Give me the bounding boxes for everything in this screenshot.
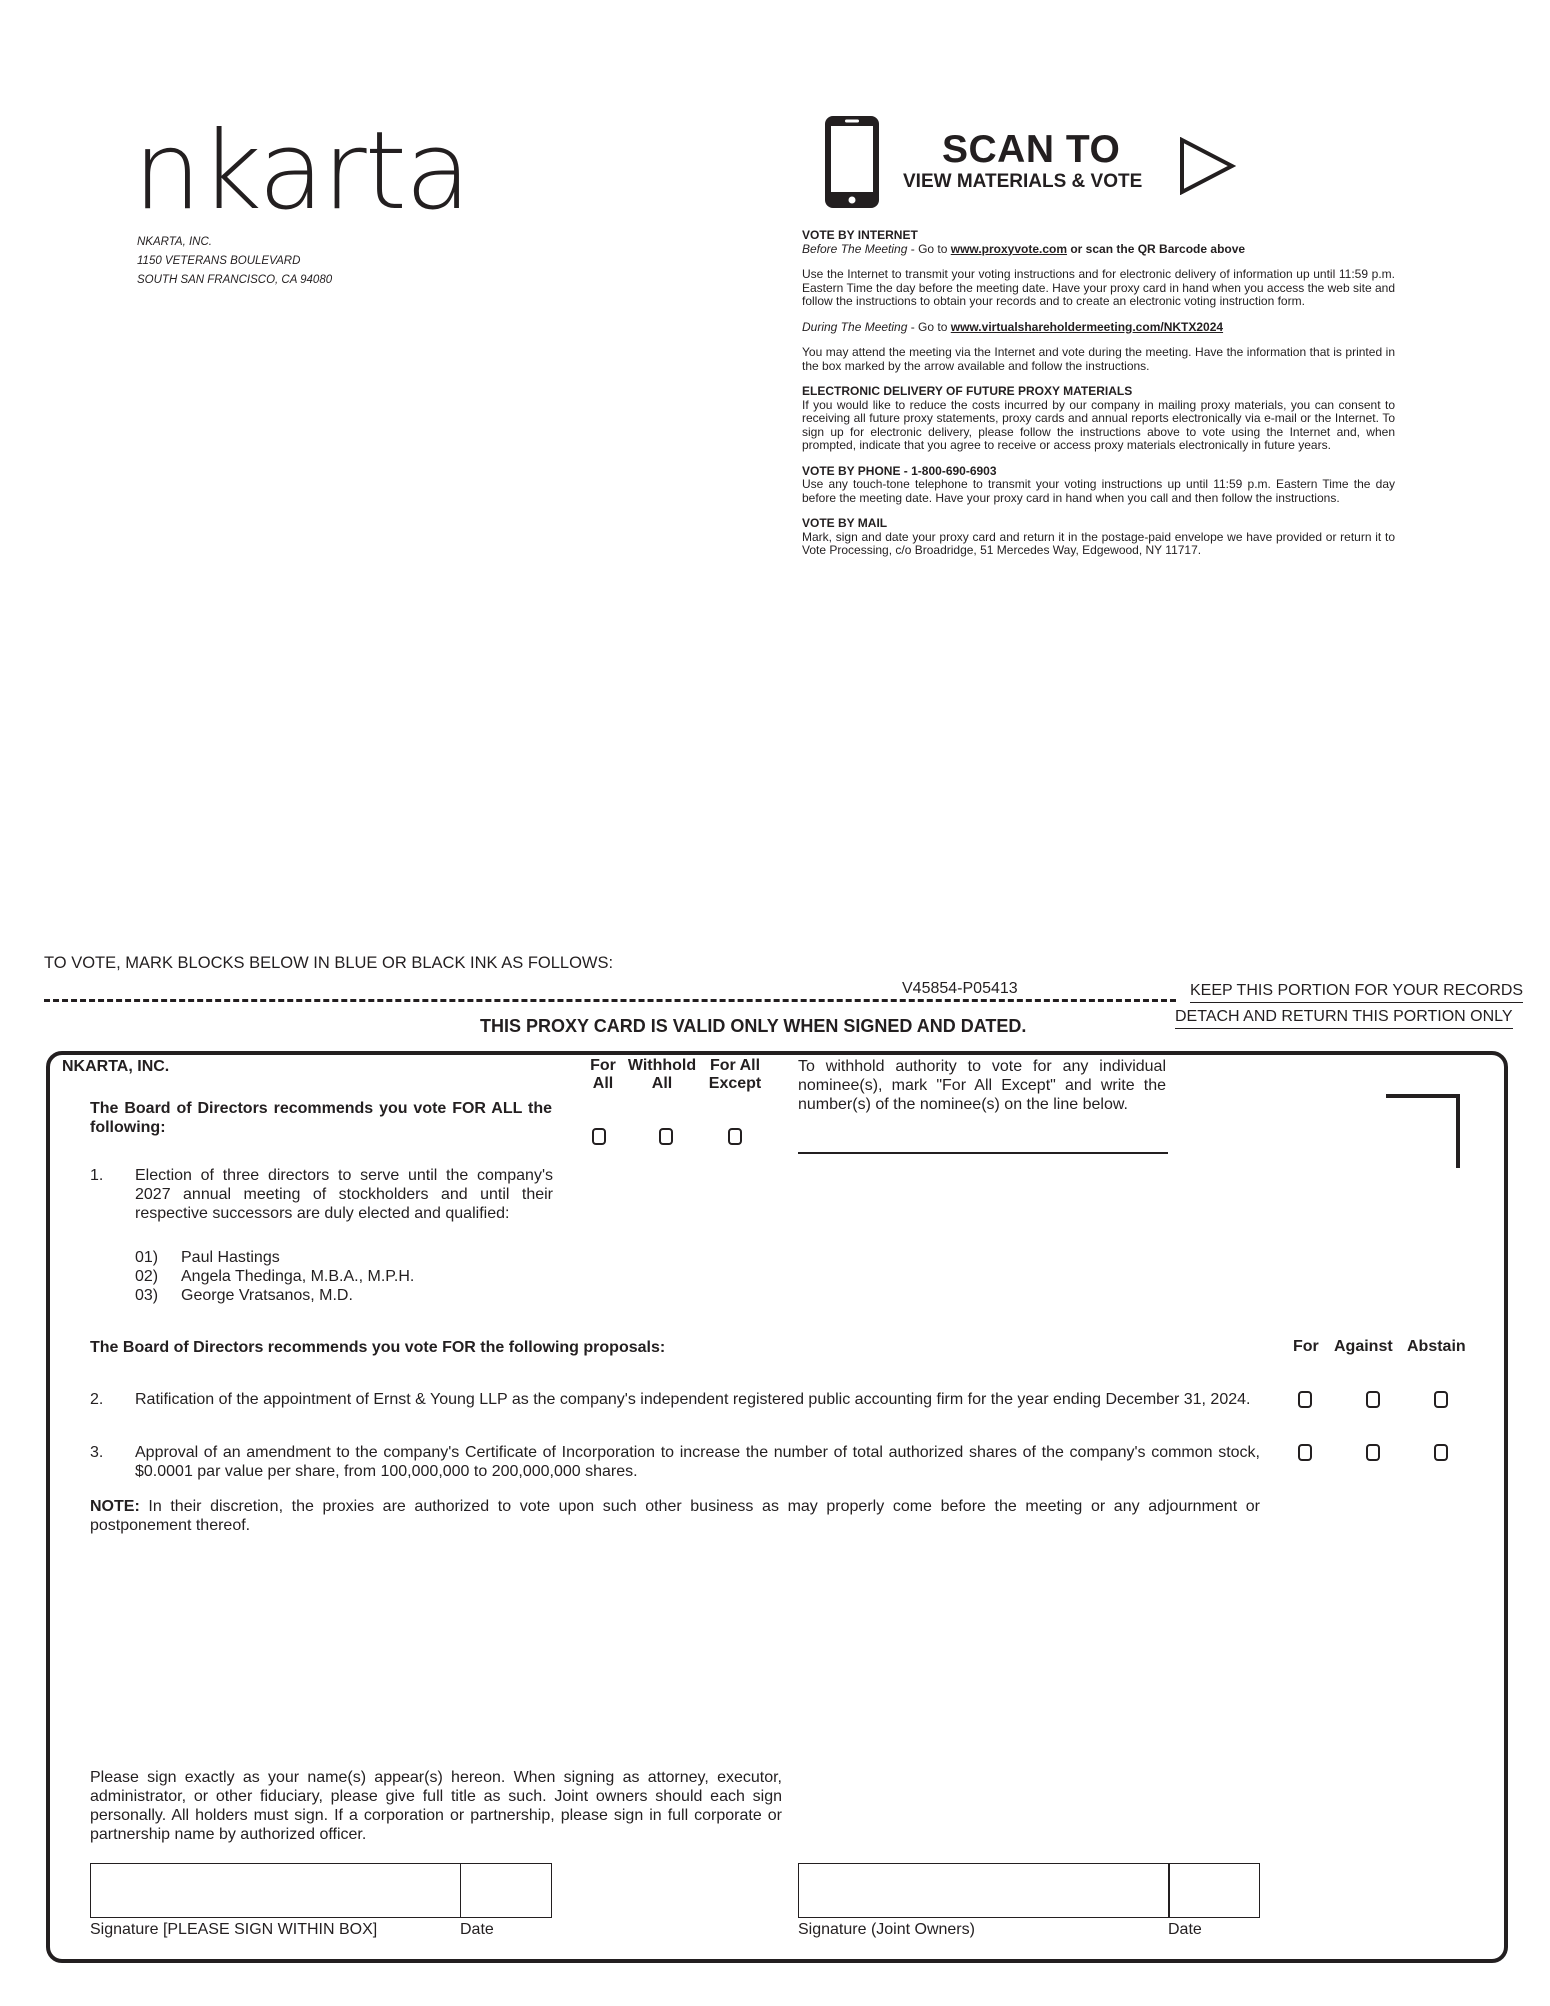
nominee-list [135, 1248, 414, 1305]
col-label: For [590, 1057, 616, 1074]
scan-subtitle: VIEW MATERIALS & VOTE [903, 171, 1143, 192]
proxy-note [90, 1497, 1260, 1535]
col-label: All [651, 1075, 673, 1092]
col-label: All [592, 1075, 614, 1092]
col-for: For [1293, 1338, 1319, 1355]
signature-box[interactable] [90, 1863, 461, 1918]
internet-title: VOTE BY INTERNET [802, 228, 918, 242]
item-3-number: 3. [90, 1444, 104, 1461]
company-address [137, 233, 332, 290]
item-3-against-checkbox[interactable] [1366, 1444, 1380, 1461]
board-recommendation-2: The Board of Directors recommends you vote FOR the following proposals: [90, 1339, 666, 1356]
nominee-exception-line[interactable] [798, 1152, 1168, 1154]
for-all-except-checkbox[interactable] [728, 1128, 742, 1145]
play-arrow-icon [1178, 137, 1236, 195]
registration-corner-mark [1386, 1094, 1460, 1168]
col-for-all-except [702, 1057, 768, 1093]
signing-instructions: Please sign exactly as your name(s) appear(s) hereon. When signing as attorney, executor, administrator, or other fiduciary, please give full title as such. Joint owners should each sign personally. All holders must sign. If a corporation or partnership, please sign in full corporate or partnership name by authorized officer. [90, 1769, 782, 1843]
note-text: In their discretion, the proxies are authorized to vote upon such other business as may properly come before the meeting or any adjournment or postponement thereof. [90, 1498, 1260, 1534]
voting-instructions [802, 229, 1395, 570]
electronic-text: If you would like to reduce the costs incurred by our company in mailing proxy materials, you can consent to receiving all future proxy statements, proxy cards and annual reports electronically via e-mail or the Internet. To sign up for electronic delivery, please follow the instructions above to vote using the Internet and, when prompted, indicate that you agree to receive or access proxy materials electronically in future years. [802, 397, 1395, 452]
joint-date-box[interactable] [1168, 1863, 1260, 1918]
nominee-number: 02) [135, 1268, 159, 1285]
scan-title: SCAN TO [942, 128, 1121, 171]
address-line: SOUTH SAN FRANCISCO, CA 94080 [137, 274, 333, 286]
withhold-all-checkbox[interactable] [659, 1128, 673, 1145]
col-label: For All [709, 1057, 761, 1074]
item-1-number: 1. [90, 1167, 104, 1184]
item-3-text: Approval of an amendment to the company's Certificate of Incorporation to increase the number of total authorized shares of the company's common stock, $0.0001 par value per share, from 100,000,000 to 200,000,000 shares. [135, 1444, 1260, 1480]
nominee-item [135, 1267, 414, 1286]
item-2-abstain-checkbox[interactable] [1434, 1391, 1448, 1408]
electronic-title: ELECTRONIC DELIVERY OF FUTURE PROXY MATERIALS [802, 384, 1133, 398]
mail-title: VOTE BY MAIL [802, 516, 888, 530]
before-go: - Go to [907, 241, 951, 256]
during-text: You may attend the meeting via the Internet and vote during the meeting. Have the information that is printed in the box marked by the arrow available and follow the instructions. [802, 345, 1395, 373]
nominee-number: 03) [135, 1287, 159, 1304]
col-for-all [583, 1057, 623, 1093]
address-line: 1150 VETERANS BOULEVARD [137, 255, 301, 267]
item-3-for-checkbox[interactable] [1298, 1444, 1312, 1461]
before-meeting-label: Before The Meeting [802, 241, 908, 256]
during-go: - Go to [907, 319, 951, 334]
nominee-item [135, 1248, 414, 1267]
item-2-number: 2. [90, 1391, 104, 1408]
board-recommendation-1: The Board of Directors recommends you vote FOR ALL the following: [90, 1100, 552, 1136]
to-vote-instruction: TO VOTE, MARK BLOCKS BELOW IN BLUE OR BLACK INK AS FOLLOWS: [44, 954, 614, 972]
during-meeting-label: During The Meeting [802, 319, 908, 334]
col-against: Against [1334, 1338, 1393, 1355]
smartphone-icon [823, 114, 881, 210]
note-label: NOTE: [90, 1498, 140, 1515]
address-line: NKARTA, INC. [137, 236, 212, 248]
col-label: Except [708, 1075, 762, 1092]
control-number: V45854-P05413 [902, 980, 1018, 997]
virtual-meeting-link[interactable]: www.virtualshareholdermeeting.com/NKTX2024 [950, 319, 1224, 334]
nominee-number: 01) [135, 1249, 159, 1266]
proxyvote-link[interactable]: www.proxyvote.com [950, 241, 1068, 256]
date-label: Date [460, 1921, 494, 1938]
before-tail: or scan the QR Barcode above [1067, 241, 1246, 256]
item-1-text: Election of three directors to serve until the company's 2027 annual meeting of stockholders and until their respective successors are duly elected and qualified: [135, 1167, 553, 1222]
withhold-instructions: To withhold authority to vote for any individual nominee(s), mark "For All Except" and write the number(s) of the nominee(s) on the line below. [798, 1058, 1166, 1113]
card-company: NKARTA, INC. [62, 1058, 170, 1075]
col-label: Withhold [627, 1057, 697, 1074]
validity-notice: THIS PROXY CARD IS VALID ONLY WHEN SIGNED AND DATED. [480, 1016, 1027, 1036]
col-abstain: Abstain [1407, 1338, 1466, 1355]
signature-label: Signature [PLEASE SIGN WITHIN BOX] [90, 1921, 378, 1938]
phone-text: Use any touch-tone telephone to transmit your voting instructions up until 11:59 p.m. Eastern Time the day before the meeting date. Have your proxy card in hand when you call and then follow the instructions. [802, 477, 1395, 505]
item-3-abstain-checkbox[interactable] [1434, 1444, 1448, 1461]
joint-signature-label: Signature (Joint Owners) [798, 1921, 975, 1938]
nominee-name: Paul Hastings [181, 1249, 280, 1266]
date-box[interactable] [460, 1863, 552, 1918]
mail-text: Mark, sign and date your proxy card and return it in the postage-paid envelope we have provided or return it to Vote Processing, c/o Broadridge, 51 Mercedes Way, Edgewood, NY 11717. [802, 529, 1395, 557]
item-2-for-checkbox[interactable] [1298, 1391, 1312, 1408]
col-withhold-all [622, 1057, 702, 1093]
detach-portion-label: DETACH AND RETURN THIS PORTION ONLY [1175, 1008, 1513, 1029]
nominee-name: George Vratsanos, M.D. [181, 1287, 353, 1304]
nominee-name: Angela Thedinga, M.B.A., M.P.H. [181, 1268, 415, 1285]
internet-text: Use the Internet to transmit your voting instructions and for electronic delivery of information up until 11:59 p.m. Eastern Time the day before the meeting date. Have your proxy card in hand when you access the web site and follow the instructions to obtain your records and to create an electronic voting instruction form. [802, 267, 1396, 308]
item-2-against-checkbox[interactable] [1366, 1391, 1380, 1408]
detach-line [44, 999, 1176, 1002]
phone-title: VOTE BY PHONE - 1-800-690-6903 [802, 463, 997, 478]
company-logo: nkarta [133, 109, 470, 234]
item-2-text: Ratification of the appointment of Ernst & Young LLP as the company's independent registered public accounting firm for the year ending December 31, 2024. [135, 1391, 1251, 1408]
joint-signature-box[interactable] [798, 1863, 1170, 1918]
nominee-item [135, 1286, 414, 1305]
joint-date-label: Date [1168, 1921, 1202, 1938]
for-all-checkbox[interactable] [592, 1128, 606, 1145]
keep-portion-label: KEEP THIS PORTION FOR YOUR RECORDS [1190, 982, 1523, 1003]
